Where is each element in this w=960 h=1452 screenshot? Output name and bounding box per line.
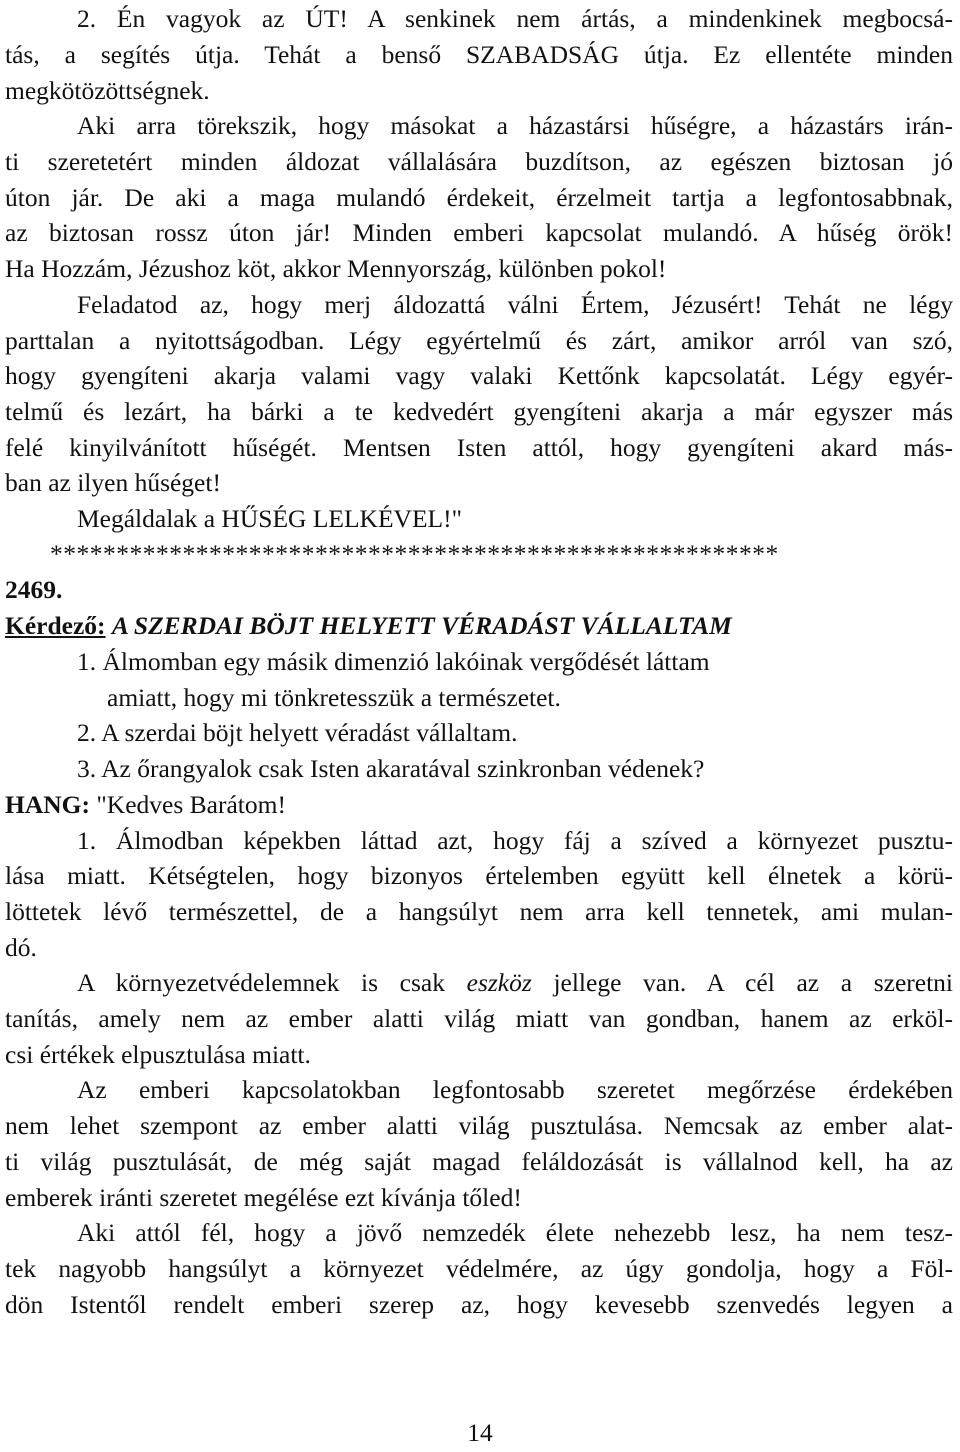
text-line: dön Istentől rendelt emberi szerep az, hogy kevesebb szenvedés legyen a xyxy=(5,1290,953,1319)
answer-heading xyxy=(5,788,953,822)
text-span: A környezetvédelemnek is csak xyxy=(77,968,467,997)
text-line: megkötözöttségnek. xyxy=(5,76,210,105)
text-line: dó. xyxy=(5,933,37,962)
blessing-line: Megáldalak a HŰSÉG LELKÉVEL!" xyxy=(77,504,463,533)
text-line: Aki attól fél, hogy a jövő nemzedék élete nehezebb lesz, ha nem tesz- xyxy=(77,1218,953,1247)
answer-label: HANG: xyxy=(5,790,90,819)
text-line: 1. Álmodban képekben láttad azt, hogy fáj a szíved a környezet pusztu- xyxy=(77,826,953,855)
text-line: tek nagyobb hangsúlyt a környezet védelmére, az úgy gondolja, hogy a Föl- xyxy=(5,1254,953,1283)
text-line: telmű és lezárt, ha bárki a te kedvedért gyengíteni akarja a már egyszer más xyxy=(5,397,953,426)
text-line: 2. Én vagyok az ÚT! A senkinek nem ártás, a mindenkinek megbocsá- xyxy=(77,4,953,33)
text-line: tás, a segítés útja. Tehát a benső SZABADSÁG útja. Ez ellentéte minden xyxy=(5,40,953,69)
text-line: parttalan a nyitottságodban. Légy egyértelmű és zárt, amikor arról van szó, xyxy=(5,326,953,355)
text-line: löttetek lévő természettel, de a hangsúlyt nem arra kell tennetek, ami mulan- xyxy=(5,897,953,926)
question-heading xyxy=(5,609,953,643)
page-number: 14 xyxy=(467,1418,493,1447)
text-line: csi értékek elpusztulása miatt. xyxy=(5,1040,311,1069)
text-line: felé kinyilvánított hűségét. Mentsen Isten attól, hogy gyengíteni akard más- xyxy=(5,433,953,462)
text-line: ti szeretetért minden áldozat vállalására buzdítson, az egészen biztosan jó xyxy=(5,147,953,176)
questioner-label: Kérdező: xyxy=(5,611,106,640)
text-line: lása miatt. Kétségtelen, hogy bizonyos értelemben együtt kell élnetek a körü- xyxy=(5,861,953,890)
separator-stars: ******************************************************* xyxy=(50,539,779,568)
text-line: ban az ilyen hűséget! xyxy=(5,468,221,497)
text-line: az biztosan rossz úton jár! Minden emberi kapcsolat mulandó. A hűség örök! xyxy=(5,218,953,247)
text-line: emberek iránti szeretet megélése ezt kívánja tőled! xyxy=(5,1183,522,1212)
text-line: Feladatod az, hogy merj áldozattá válni Értem, Jézusért! Tehát ne légy xyxy=(77,290,953,319)
question-item: 1. Álmomban egy másik dimenzió lakóinak vergődését láttam xyxy=(77,647,710,676)
text-line: Ha Hozzám, Jézushoz köt, akkor Mennyország, különben pokol! xyxy=(5,254,667,283)
text-span: jellege van. A cél az a szeretni xyxy=(531,968,953,997)
question-item: 3. Az őrangyalok csak Isten akaratával szinkronban védenek? xyxy=(77,754,705,783)
text-line: tanítás, amely nem az ember alatti világ miatt van gondban, hanem az erköl- xyxy=(5,1004,953,1033)
message-number: 2469. xyxy=(5,575,63,604)
question-item: 2. A szerdai böjt helyett véradást vállaltam. xyxy=(77,718,518,747)
text-line: úton jár. De aki a maga mulandó érdekeit, érzelmeit tartja a legfontosabbnak, xyxy=(5,183,953,212)
text-line: Aki arra törekszik, hogy másokat a házastársi hűségre, a házastárs irán- xyxy=(77,111,953,140)
text-line: nem lehet szempont az ember alatti világ pusztulása. Nemcsak az ember alat- xyxy=(5,1111,953,1140)
emphasis-word: eszköz xyxy=(466,968,532,997)
text-line: hogy gyengíteni akarja valami vagy valaki Kettőnk kapcsolatát. Légy egyér- xyxy=(5,361,953,390)
question-item-continuation: amiatt, hogy mi tönkretesszük a természetet. xyxy=(107,683,561,712)
text-line: Az emberi kapcsolatokban legfontosabb szeretet megőrzése érdekében xyxy=(77,1075,953,1104)
text-line xyxy=(77,966,953,1000)
text-line: ti világ pusztulását, de még saját magad feláldozását is vállalnod kell, ha az xyxy=(5,1147,953,1176)
answer-greeting: "Kedves Barátom! xyxy=(90,790,286,819)
question-title: A SZERDAI BÖJT HELYETT VÉRADÁST VÁLLALTAM xyxy=(111,611,732,640)
